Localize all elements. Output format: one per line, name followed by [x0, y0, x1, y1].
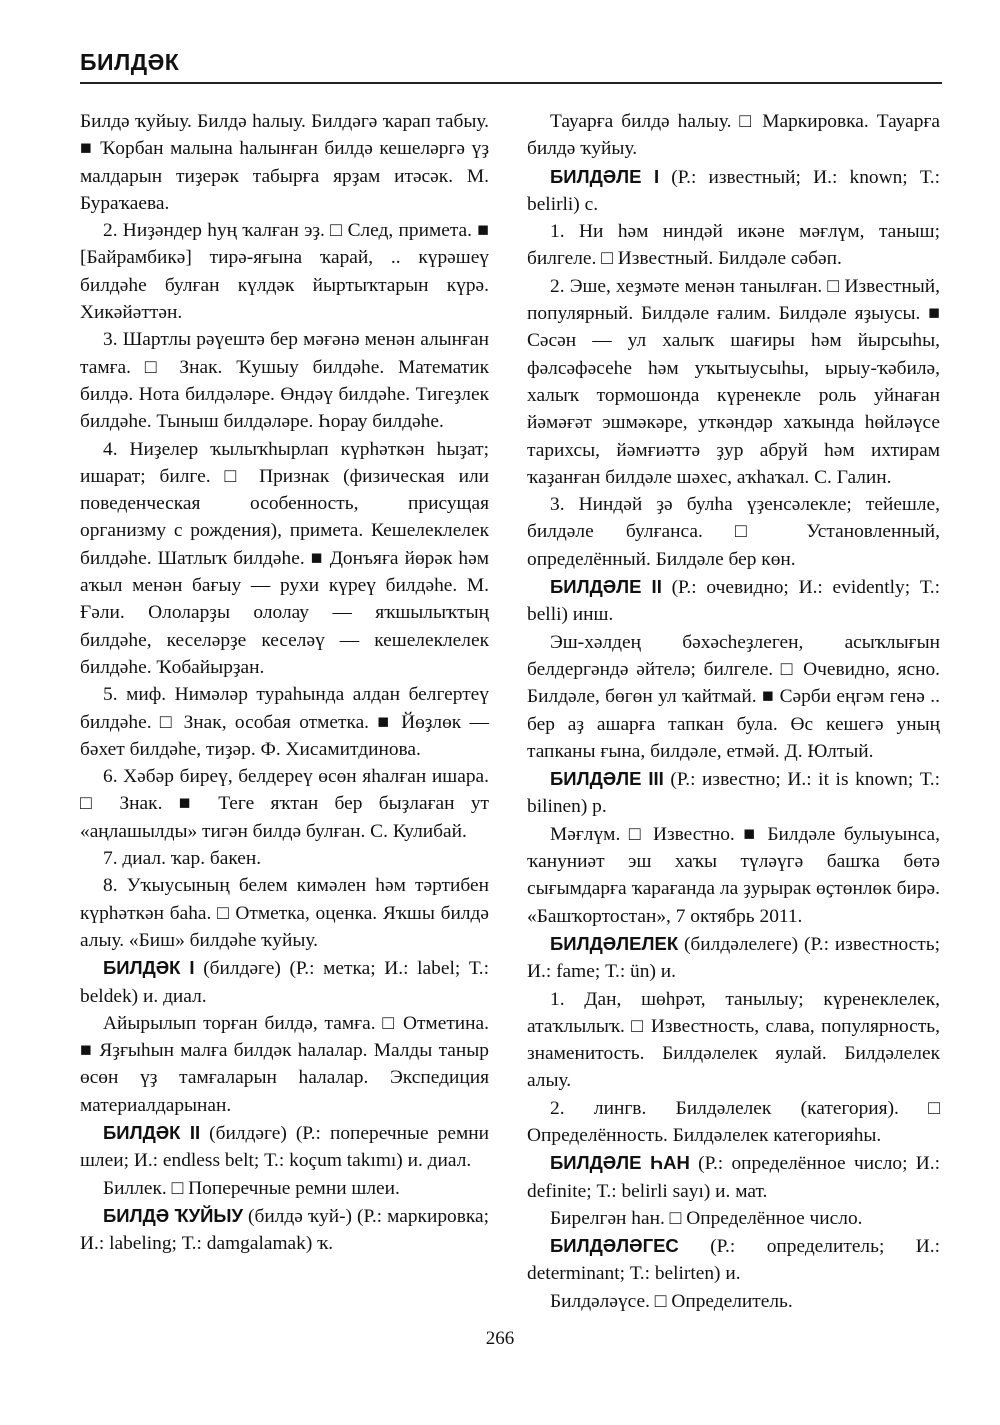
- header-rule: [80, 82, 942, 84]
- headword: БИЛДӘЛЕ ҺАН: [550, 1152, 690, 1174]
- page-header: [80, 48, 940, 76]
- entry-paragraph: Эш-хәлдең бәхәсһеҙлеген, асыҡлығын белдергәндә әйтелә; билгеле. □ Очевидно, ясно. Билдәле, бөгөн ул ҡайтмай. ■ Сәрби еңгәм генә .. бер аҙ ашарға тапкан була. Өс кешегә уның тапканы ғына, билдәле, етмәй. Д. Юлтый.: [527, 631, 940, 762]
- dictionary-entry-heading: БИЛДӘЛЕ I (Р.: известный; И.: known; Т.: belirli) с.: [527, 165, 940, 215]
- entry-paragraph: 8. Уҡыусының белем кимәлен һәм тәртибен күрһәткән баһа. □ Отметка, оценка. Яҡшы билдә алыу. «Биш» билдәһе ҡуйыу.: [80, 875, 489, 951]
- headword: БИЛДӘК II: [103, 1121, 201, 1143]
- entry-paragraph: Мәғлүм. □ Известно. ■ Билдәле булыуынса, ҡануниәт эш хаҡы түләүгә башҡа бөтә сығымдарға ҡарағанда ла ҙурырак өҫтөнлөк бирә. «Башҡортостан», 7 октябрь 2011.: [527, 823, 940, 927]
- page-number: 266: [485, 1328, 515, 1349]
- entry-paragraph: 2. Эше, хеҙмәте менән танылған. □ Известный, популярный. Билдәле ғалим. Билдәле яҙыусы. ■ Сәсән — ул халыҡ шағиры һәм йырсыһы, фәлсәфәсеһе һәм уҡытыусыһы, ырыу-ҡәбилә, халыҡ тормошонда күренекле роль уйнаған йәмәғәт эшмәкәре, уткәндәр хаҡында һөйләүсе тарихсы, йәмғиәттә ҙур абруй һәм ихтирам ҡаҙанған билдәле шәхес, аҡһаҡал. С. Галин.: [527, 275, 940, 488]
- entry-paragraph: Тауарға билдә һалыу. □ Маркировка. Тауарға билдә ҡуйыу.: [527, 111, 940, 160]
- entry-paragraph: 6. Хәбәр биреү, белдереү өсөн яһалған ишара. □ Знак. ■ Теге яҡтан бер быҙлаған ут «аңлашылды» тигән билдә булған. С. Кулибай.: [80, 766, 489, 842]
- entry-paragraph: 3. Ниндәй ҙә булһа үҙенсәлекле; тейешле, билдәле булғанса. □ Установленный, определённый. Билдәле бер көн.: [527, 494, 940, 570]
- dictionary-entry-heading: БИЛДӘ ҠУЙЫУ (билдә ҡуй-) (Р.: маркировка; И.: labeling; Т.: damgalamak) ҡ.: [80, 1204, 489, 1255]
- dictionary-entry-heading: БИЛДӘЛЕЛЕК (билдәлелеге) (Р.: известность; И.: fame; Т.: ün) и.: [527, 932, 940, 983]
- entry-paragraph: 1. Дан, шөһрәт, танылыу; күренеклелек, атаҡлылыҡ. □ Известность, слава, популярность, знаменитость. Билдәлелек яулай. Билдәлелек алыу.: [527, 988, 940, 1092]
- entry-paragraph: Билдәләүсе. □ Определитель.: [550, 1290, 793, 1312]
- dictionary-entry-heading: БИЛДӘЛЕ III (Р.: известно; И.: it is known; Т.: bilinen) р.: [527, 768, 940, 818]
- entry-paragraph: 2. лингв. Билдәлелек (категория). □ Определённость. Билдәлелек категорияһы.: [527, 1097, 940, 1146]
- headword: БИЛДӘК I: [103, 957, 195, 979]
- headword: БИЛДӘЛЕ I: [550, 165, 660, 187]
- headword: БИЛДӘЛЕ II: [550, 576, 662, 598]
- headword: БИЛДӘ ҠУЙЫУ: [103, 1204, 244, 1226]
- entry-paragraph: 2. Ниҙәндер һуң ҡалған эҙ. □ След, примета. ■ [Байрамбикә] тирә-яғына ҡарай, .. күрәшеү билдәһе булған күлдәк йыртыҡтарын күрә. Хикәйәттән.: [80, 220, 489, 324]
- headword: БИЛДӘЛӘГЕС: [550, 1235, 679, 1257]
- entry-paragraph: 4. Ниҙелер ҡылыҡһырлап күрһәткән һыҙат; ишарат; билге. □ Признак (физическая или поведенческая особенность, присущая организму с рождения), примета. Кешелеклелек билдәһе. Шатлыҡ билдәһе. ■ Донъяға йөрәк һәм аҡыл менән бағыу — рухи күреү билдәһе. М. Ғәли. Ололарҙы ололау — яҡшылыҡтың билдәһе, кеселәрҙе кеселәү — кешелеклелек билдәһе. Ҡобайырҙан.: [80, 438, 489, 678]
- dictionary-entry-heading: БИЛДӘК II (билдәге) (Р.: поперечные ремни шлеи; И.: endless belt; Т.: koçum takımı) и. диал.: [80, 1121, 489, 1172]
- entry-paragraph: 5. миф. Нимәләр тураһында алдан белгертеү билдәһе. □ Знак, особая отметка. ■ Йөҙлөк — бәхет билдәһе, тиҙәр. Ф. Хисамитдинова.: [80, 684, 489, 760]
- dictionary-entry-heading: БИЛДӘЛӘГЕС (Р.: определитель; И.: determinant; Т.: belirten) и.: [527, 1235, 940, 1285]
- entry-paragraph: Билдә ҡуйыу. Билдә һалыу. Билдәгә ҡарап табыу. ■ Ҡорбан малына һалынған билдә кешеләргә үҙ малдарын тиҙерәк табырға ярҙам итәсәк. М. Бураҡаева.: [80, 111, 489, 214]
- entry-paragraph: 1. Ни һәм ниндәй икәне мәғлүм, таныш; билгеле. □ Известный. Билдәле сәбәп.: [527, 221, 940, 270]
- entry-paragraph: Биллек. □ Поперечные ремни шлеи.: [103, 1177, 400, 1199]
- running-head: БИЛДӘК: [80, 49, 180, 75]
- entry-paragraph: 7. диал. ҡар. бакен.: [103, 848, 262, 870]
- dictionary-entry-heading: БИЛДӘЛЕ ҺАН (Р.: определённое число; И.: definite; Т.: belirli sayı) и. мат.: [527, 1152, 940, 1202]
- right-column: [527, 108, 940, 1315]
- headword: БИЛДӘЛЕЛЕК: [550, 932, 679, 954]
- entry-paragraph: 3. Шартлы рәүештә бер мәғәнә менән алынған тамға. □ Знак. Ҡушыу билдәһе. Математик билдә. Нота билдәләре. Өндәү билдәһе. Тигеҙлек билдәһе. Тыныш билдәләре. Һорау билдәһе.: [80, 329, 489, 433]
- dictionary-entry-heading: БИЛДӘЛЕ II (Р.: очевидно; И.: evidently; Т.: belli) инш.: [527, 576, 940, 626]
- headword: БИЛДӘЛЕ III: [550, 768, 664, 790]
- left-column: [80, 108, 489, 1257]
- entry-paragraph: Айырылып торған билдә, тамға. □ Отметина. ■ Яҙғыһын малға билдәк һалалар. Малды таныр өсөн үҙ тамғаларын һалалар. Экспедиция материалдарынан.: [80, 1012, 489, 1116]
- entry-paragraph: Бирелгән һан. □ Определённое число.: [550, 1207, 863, 1229]
- dictionary-entry-heading: БИЛДӘК I (билдәге) (Р.: метка; И.: label; Т.: beldek) и. диал.: [80, 957, 489, 1007]
